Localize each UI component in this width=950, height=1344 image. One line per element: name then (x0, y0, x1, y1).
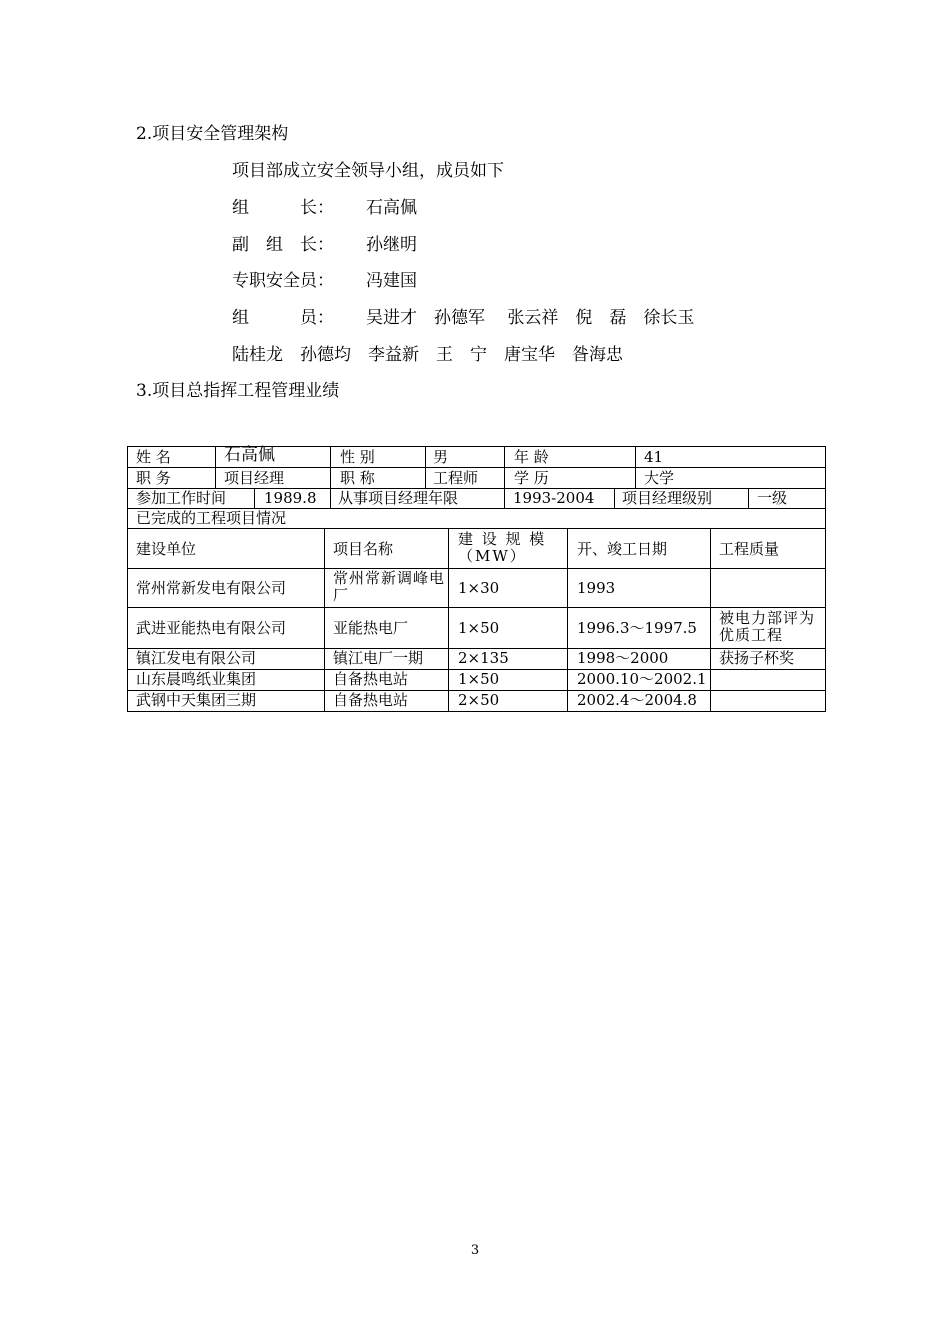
leader-name: 石高佩 (366, 198, 417, 218)
intro-text: 项目部成立安全领导小组，成员如下 (232, 161, 504, 181)
name-label: 姓 名 (136, 448, 171, 466)
row-unit: 山东晨鸣纸业集团 (136, 670, 257, 688)
age-label: 年 龄 (514, 448, 549, 466)
row-dates: 1998～2000 (577, 649, 669, 667)
gender-label: 性 别 (340, 448, 375, 466)
row-scale: 1×50 (458, 670, 500, 688)
gender-value: 男 (433, 448, 449, 466)
position-value: 项目经理 (224, 469, 285, 487)
pm-years-label: 从事项目经理年限 (338, 489, 459, 507)
section-heading-safety-structure: 2.项目安全管理架构 (136, 124, 289, 144)
education-value: 大学 (644, 469, 675, 487)
row-dates: 2002.4～2004.8 (577, 691, 697, 709)
age-value: 41 (644, 448, 664, 466)
row-scale: 1×30 (458, 579, 500, 597)
page-number: 3 (470, 1243, 480, 1258)
row-quality: 被电力部评为优质工程 (719, 609, 816, 644)
column-header-project: 项目名称 (333, 540, 394, 558)
row-quality: 获扬子杯奖 (719, 649, 795, 667)
row-project: 镇江电厂一期 (333, 649, 424, 667)
pm-level-value: 一级 (757, 489, 788, 507)
row-scale: 2×135 (458, 649, 509, 667)
name-value: 石高佩 (224, 445, 275, 465)
row-scale: 1×50 (458, 619, 500, 637)
start-work-label: 参加工作时间 (136, 489, 227, 507)
title-label: 职 称 (340, 469, 375, 487)
row-scale: 2×50 (458, 691, 500, 709)
pm-level-label: 项目经理级别 (622, 489, 713, 507)
row-unit: 武进亚能热电有限公司 (136, 619, 287, 637)
column-header-quality: 工程质量 (719, 540, 780, 558)
start-work-value: 1989.8 (264, 489, 317, 507)
members-label: 组 员： (232, 308, 334, 328)
members-line-1: 吴进才 孙德军 张云祥 倪 磊 徐长玉 (366, 308, 695, 328)
title-value: 工程师 (433, 469, 479, 487)
members-line-2: 陆桂龙 孙德均 李益新 王 宁 唐宝华 昝海忠 (232, 345, 623, 365)
section-heading-performance: 3.项目总指挥工程管理业绩 (136, 381, 340, 401)
row-unit: 常州常新发电有限公司 (136, 579, 287, 597)
row-unit: 镇江发电有限公司 (136, 649, 257, 667)
position-label: 职 务 (136, 469, 171, 487)
row-project: 常州常新调峰电厂 (333, 569, 446, 604)
row-dates: 2000.10～2002.1 (577, 670, 707, 688)
column-header-unit: 建设单位 (136, 540, 197, 558)
column-header-scale: 建 设 规 模（MW） (458, 530, 547, 565)
completed-projects-header: 已完成的工程项目情况 (136, 509, 287, 527)
deputy-label: 副 组 长： (232, 235, 334, 255)
safety-officer-name: 冯建国 (366, 271, 417, 291)
leader-label: 组 长： (232, 198, 334, 218)
safety-officer-label: 专职安全员： (232, 271, 334, 291)
row-dates: 1993 (577, 579, 616, 597)
column-header-dates: 开、竣工日期 (577, 540, 668, 558)
pm-years-value: 1993-2004 (513, 489, 595, 507)
row-unit: 武钢中天集团三期 (136, 691, 257, 709)
row-project: 自备热电站 (333, 670, 409, 688)
deputy-name: 孙继明 (366, 235, 417, 255)
education-label: 学 历 (514, 469, 549, 487)
row-project: 自备热电站 (333, 691, 409, 709)
row-project: 亚能热电厂 (333, 619, 409, 637)
row-dates: 1996.3～1997.5 (577, 619, 697, 637)
